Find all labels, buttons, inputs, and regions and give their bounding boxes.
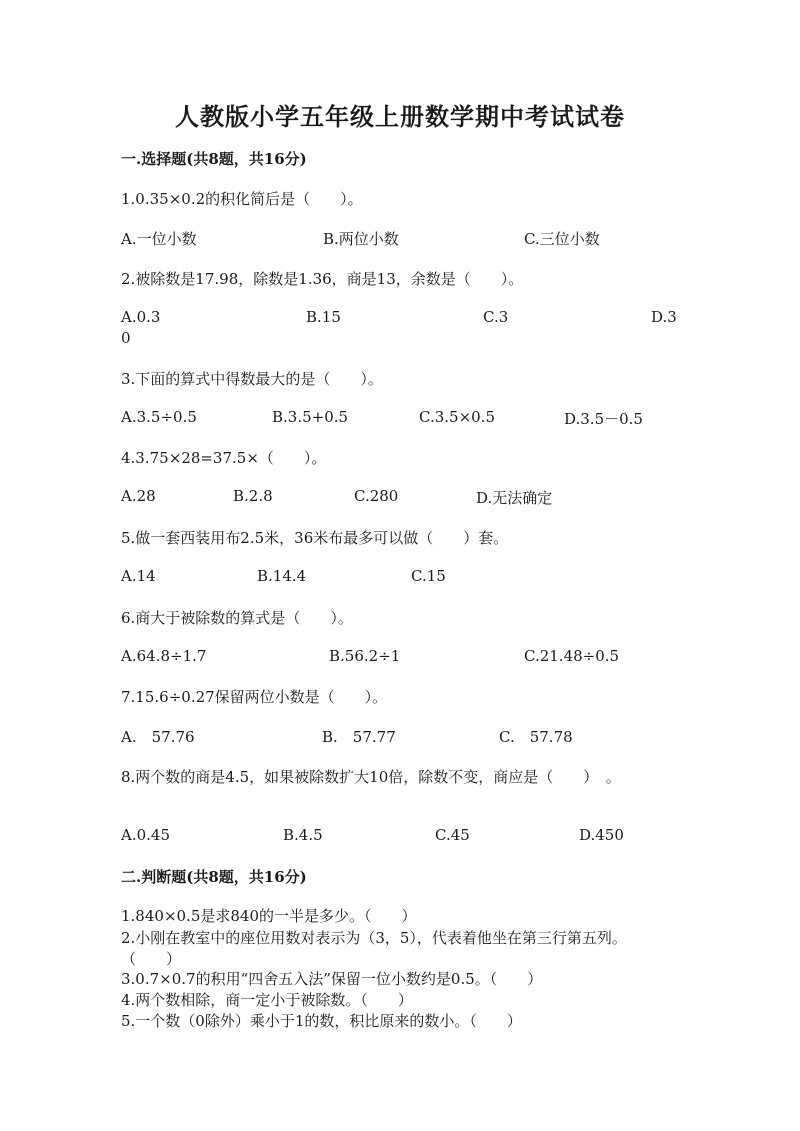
question-option: B.56.2÷1 (329, 647, 401, 665)
true-false-item: 4.两个数相除，商一定小于被除数。（ ） (121, 991, 413, 1009)
question-option: C.15 (411, 567, 446, 585)
question-option: C.3 (483, 308, 509, 326)
question-option: B.2.8 (233, 487, 273, 505)
question-option: D.无法确定 (476, 489, 553, 507)
question-stem: 7.15.6÷0.27保留两位小数是（ ）。 (121, 688, 388, 706)
question-option: A.一位小数 (121, 230, 197, 248)
question-option: D.3.5－0.5 (564, 410, 643, 428)
question-option: A.3.5÷0.5 (121, 408, 197, 426)
question-option: B. 57.77 (322, 728, 396, 746)
question-option: B.3.5+0.5 (272, 408, 349, 426)
question-option: A.14 (121, 567, 156, 585)
section-heading-choice: 一.选择题(共8题，共16分) (121, 150, 307, 168)
true-false-item-wrap: （ ） (121, 950, 182, 968)
question-stem: 3.下面的算式中得数最大的是（ ）。 (121, 370, 383, 388)
question-option: B.两位小数 (323, 230, 399, 248)
true-false-item: 3.0.7×0.7的积用“四舍五入法”保留一位小数约是0.5。（ ） (121, 970, 543, 988)
question-stem: 2.被除数是17.98，除数是1.36，商是13，余数是（ ）。 (121, 270, 524, 288)
question-option: C. 57.78 (499, 728, 573, 746)
question-option: A. 57.76 (121, 728, 195, 746)
question-stem: 1.0.35×0.2的积化简后是（ ）。 (121, 190, 363, 208)
question-option: D.450 (579, 826, 624, 844)
question-option-wrap: 0 (121, 329, 131, 347)
question-option: A.28 (121, 487, 156, 505)
question-option: C.45 (435, 826, 470, 844)
question-option: C.三位小数 (524, 230, 600, 248)
question-stem: 8.两个数的商是4.5，如果被除数扩大10倍，除数不变，商应是（ ） 。 (121, 768, 621, 786)
section-heading-true-false: 二.判断题(共8题，共16分) (121, 868, 307, 886)
question-stem: 4.3.75×28=37.5×（ ）。 (121, 449, 327, 467)
question-stem: 6.商大于被除数的算式是（ ）。 (121, 609, 353, 627)
question-option: A.0.3 (121, 308, 161, 326)
question-stem: 5.做一套西装用布2.5米，36米布最多可以做（ ）套。 (121, 529, 509, 547)
page-title: 人教版小学五年级上册数学期中考试试卷 (175, 102, 625, 131)
question-option: C.3.5×0.5 (419, 408, 495, 426)
question-option: B.14.4 (257, 567, 307, 585)
question-option: B.15 (306, 308, 341, 326)
true-false-item: 5.一个数（0除外）乘小于1的数，积比原来的数小。（ ） (121, 1012, 522, 1030)
question-option: D.3 (651, 308, 677, 326)
question-option: C.280 (354, 487, 399, 505)
question-option: C.21.48÷0.5 (524, 647, 620, 665)
question-option: A.64.8÷1.7 (121, 647, 207, 665)
true-false-item: 2.小刚在教室中的座位用数对表示为（3，5），代表着他坐在第三行第五列。 (121, 929, 627, 947)
question-option: A.0.45 (121, 826, 170, 844)
true-false-item: 1.840×0.5是求840的一半是多少。（ ） (121, 907, 417, 925)
question-option: B.4.5 (283, 826, 323, 844)
